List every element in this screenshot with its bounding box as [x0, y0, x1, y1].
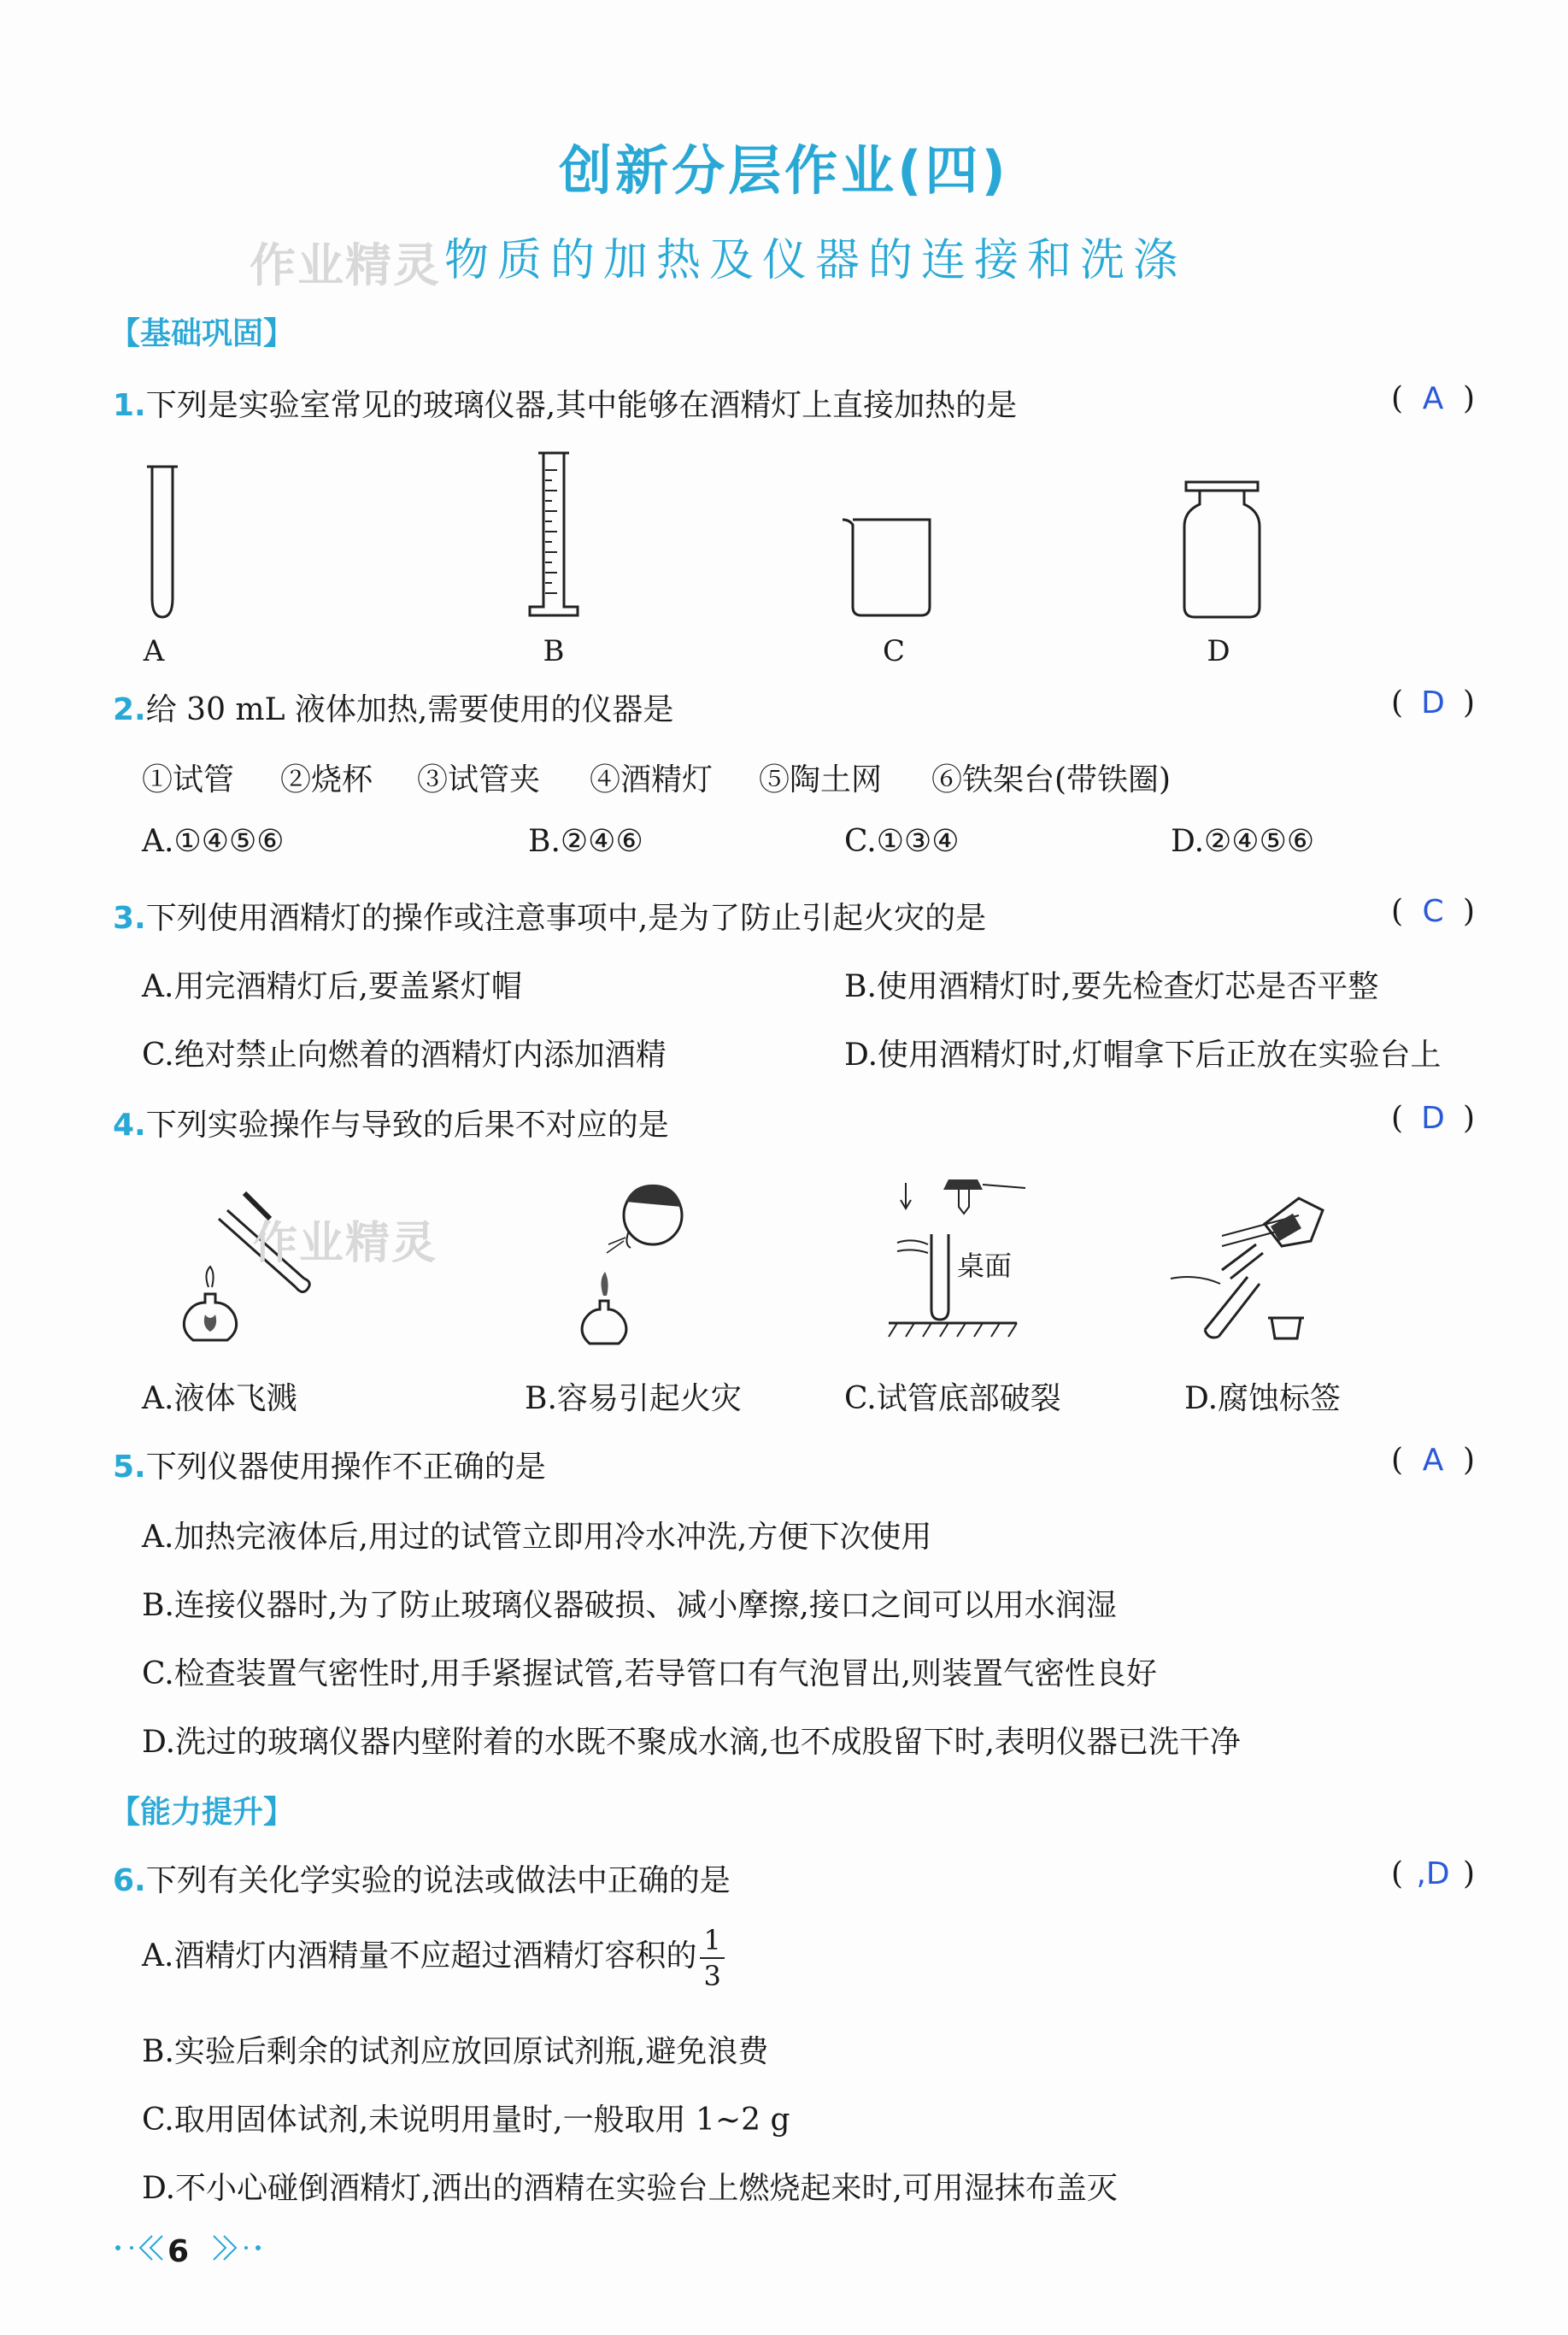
graduated-cylinder-icon: [520, 450, 588, 621]
question-3: [113, 894, 986, 938]
answer-4: ( D ): [1391, 1101, 1476, 1136]
answer-3: ( C ): [1391, 894, 1476, 929]
q2-option-b: B.②④⑥: [528, 824, 643, 859]
q6-option-a: A.酒精灯内酒精量不应超过酒精灯容积的 $\frac{1}{3}$: [142, 1923, 725, 1993]
answer-5: ( A ): [1391, 1443, 1476, 1478]
desktop-label: 桌面: [957, 1250, 1013, 1282]
caption-a: A: [143, 634, 165, 668]
caption-d: D: [1207, 634, 1230, 668]
question-number: 6.: [113, 1863, 146, 1898]
answer-letter: C: [1422, 894, 1444, 929]
question-text: 下列是实验室常见的玻璃仪器,其中能够在酒精灯上直接加热的是: [145, 388, 1018, 423]
q2-item-2: ②烧杯: [280, 762, 373, 797]
q3-option-a: A.用完酒精灯后,要盖紧灯帽: [142, 969, 522, 1004]
section-advanced: 【能力提升】: [109, 1795, 295, 1830]
q2-item-5: ⑤陶土网: [759, 762, 883, 797]
q2-option-d: D.②④⑤⑥: [1171, 824, 1315, 859]
caption-c: C: [882, 634, 905, 668]
blow-lamp-figure: [574, 1176, 702, 1347]
page-title: 创新分层作业(四): [559, 139, 1009, 202]
q5-option-b: B.连接仪器时,为了防止玻璃仪器破损、减小摩擦,接口之间可以用水润湿: [142, 1588, 1117, 1623]
pouring-reagent-figure: [1171, 1185, 1333, 1347]
q2-item-6: ⑥铁架台(带铁圈): [931, 762, 1172, 797]
q2-item-3: ③试管夹: [417, 762, 541, 797]
beaker-icon: [841, 516, 937, 619]
question-number: 3.: [113, 901, 146, 936]
q4-option-a: A.液体飞溅: [142, 1381, 297, 1416]
q6-option-d: D.不小心碰倒酒精灯,洒出的酒精在实验台上燃烧起来时,可用湿抹布盖灭: [142, 2171, 1118, 2206]
answer-2: ( D ): [1391, 685, 1476, 720]
q3-option-d: D.使用酒精灯时,灯帽拿下后正放在实验台上: [844, 1038, 1442, 1073]
question-text: 下列仪器使用操作不正确的是: [145, 1450, 546, 1485]
q3-option-b: B.使用酒精灯时,要先检查灯芯是否平整: [844, 969, 1379, 1004]
answer-6: ( ,D ): [1391, 1856, 1476, 1891]
q6-option-b: B.实验后剩余的试剂应放回原试剂瓶,避免浪费: [142, 2034, 769, 2069]
answer-letter: A: [1422, 1443, 1444, 1478]
page-number: 6: [167, 2234, 190, 2269]
watermark-top: 作业精灵: [250, 238, 441, 292]
watermark-mid: 作业精灵: [253, 1218, 438, 1269]
q2-item-1: ①试管: [142, 762, 235, 797]
question-text: 下列实验操作与导致的后果不对应的是: [145, 1108, 669, 1143]
q5-option-a: A.加热完液体后,用过的试管立即用冷水冲洗,方便下次使用: [142, 1520, 932, 1555]
question-text: 下列使用酒精灯的操作或注意事项中,是为了防止引起火灾的是: [145, 901, 987, 936]
answer-1: ( A ): [1391, 381, 1476, 416]
question-5: [113, 1443, 546, 1486]
answer-letter: D: [1421, 685, 1445, 720]
fraction: $\frac{1}{3}$: [700, 1923, 724, 1993]
answer-letter: A: [1422, 381, 1444, 416]
question-number: 2.: [113, 692, 146, 727]
answer-letter: ,D: [1416, 1856, 1450, 1891]
page-subtitle: 物质的加热及仪器的连接和洗涤: [444, 235, 1187, 286]
q3-option-c: C.绝对禁止向燃着的酒精灯内添加酒精: [142, 1038, 667, 1073]
question-1: [113, 381, 1017, 425]
question-2: [113, 685, 673, 729]
question-number: 1.: [113, 388, 146, 423]
caption-b: B: [543, 634, 565, 668]
wide-mouth-bottle-icon: [1179, 479, 1265, 621]
question-text: 下列有关化学实验的说法或做法中正确的是: [145, 1863, 731, 1898]
q4-option-b: B.容易引起火灾: [525, 1381, 742, 1416]
question-text: 给 30 mL 液体加热,需要使用的仪器是: [145, 692, 674, 727]
q2-item-4: ④酒精灯: [590, 762, 714, 797]
question-number: 4.: [113, 1108, 146, 1143]
q2-option-c: C.①③④: [844, 824, 960, 859]
section-basic: 【基础巩固】: [109, 316, 295, 351]
q2-option-a: A.①④⑤⑥: [142, 824, 285, 859]
q4-option-d: D.腐蚀标签: [1184, 1381, 1342, 1416]
q6-option-c: C.取用固体试剂,未说明用量时,一般取用 1~2 g: [142, 2103, 790, 2138]
q5-option-d: D.洗过的玻璃仪器内壁附着的水既不聚成水滴,也不成股留下时,表明仪器已洗干净: [142, 1725, 1241, 1760]
question-number: 5.: [113, 1450, 146, 1485]
q5-option-c: C.检查装置气密性时,用手紧握试管,若导管口有气泡冒出,则装置气密性良好: [142, 1656, 1158, 1691]
test-tube-icon: [137, 462, 188, 624]
question-4: [113, 1101, 669, 1144]
q4-option-c: C.试管底部破裂: [844, 1381, 1061, 1416]
answer-letter: D: [1421, 1101, 1445, 1136]
question-6: [113, 1856, 731, 1900]
